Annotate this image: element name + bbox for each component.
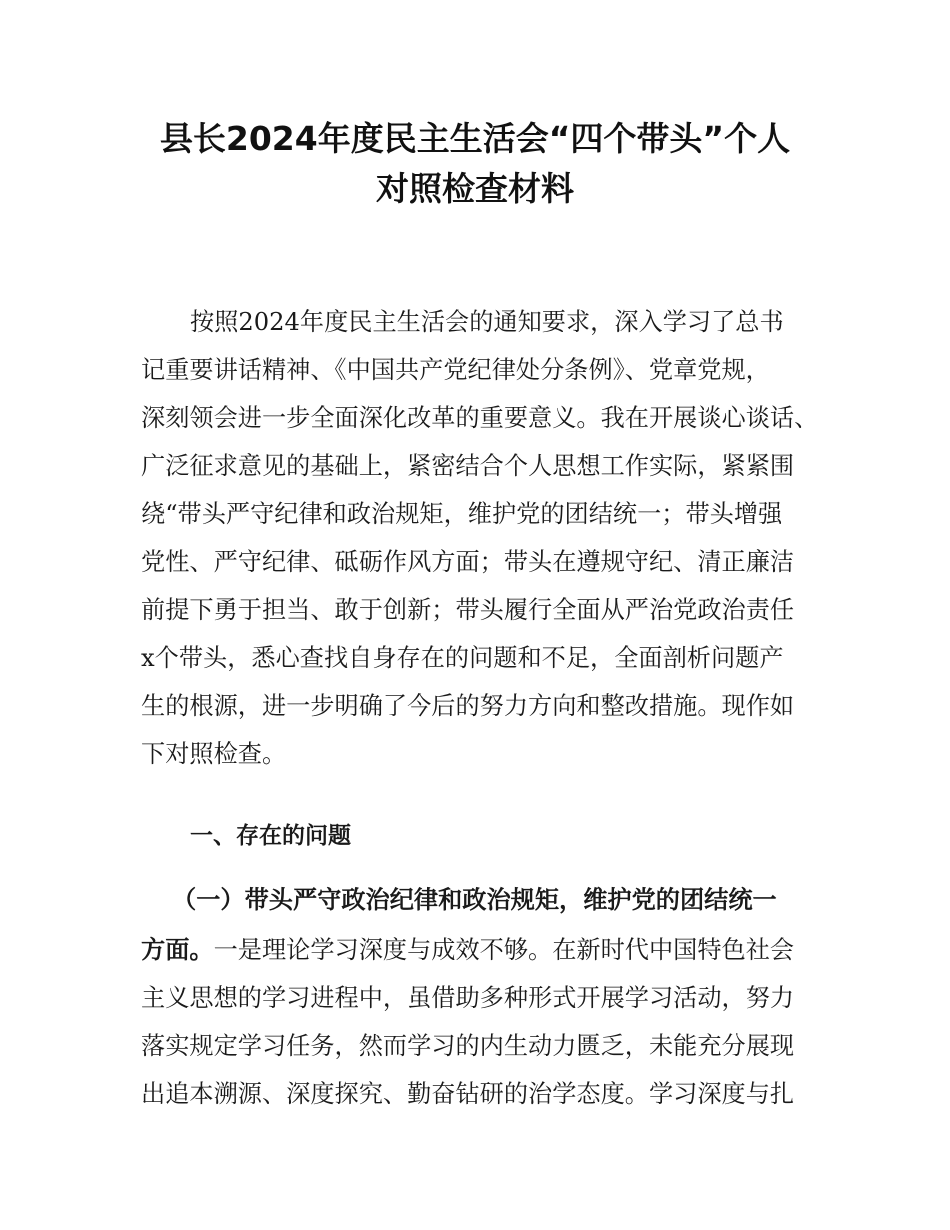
document-title-line2: 对照检查材料 bbox=[376, 169, 574, 208]
subsection1-text-start: 一是理论学习深度与成效不够。在新时代中国特色社会 bbox=[213, 936, 795, 964]
subsection1-line-5: 出追本溯源、深度探究、勤奋钻研的治学态度。学习深度与扎 bbox=[141, 1080, 795, 1108]
subsection1-heading-end: 方面。 bbox=[141, 936, 214, 964]
intro-paragraph-line-3: 深刻领会进一步全面深化改革的重要意义。我在开展谈心谈话、 bbox=[141, 404, 819, 432]
subsection1-line-4: 落实规定学习任务，然而学习的内生动力匮乏，未能充分展现 bbox=[141, 1032, 795, 1060]
subsection1-line-2 bbox=[141, 930, 794, 970]
intro-paragraph-line-6: 党性、严守纪律、砥砺作风方面；带头在遵规守纪、清正廉洁 bbox=[141, 548, 795, 576]
subsection1-line-3: 主义思想的学习进程中，虽借助多种形式开展学习活动，努力 bbox=[141, 984, 795, 1012]
intro-paragraph-line-8: x个带头，悉心查找自身存在的问题和不足，全面剖析问题产 bbox=[141, 644, 784, 672]
intro-paragraph-line-9: 生的根源，进一步明确了今后的努力方向和整改措施。现作如 bbox=[141, 692, 795, 720]
document-title-line1: 县长2024年度民主生活会“四个带头”个人 bbox=[159, 119, 791, 158]
intro-paragraph-line-4: 广泛征求意见的基础上，紧密结合个人思想工作实际，紧紧围 bbox=[141, 452, 795, 480]
intro-paragraph-line-1: 按照2024年度民主生活会的通知要求，深入学习了总书 bbox=[190, 308, 784, 336]
intro-paragraph-line-10: 下对照检查。 bbox=[141, 740, 287, 768]
intro-paragraph-line-5: 绕“带头严守纪律和政治规矩，维护党的团结统一；带头增强 bbox=[141, 500, 783, 528]
subsection-heading-1: （一）带头严守政治纪律和政治规矩，维护党的团结统一 bbox=[172, 886, 777, 914]
section-heading-problems: 一、存在的问题 bbox=[190, 823, 351, 849]
intro-paragraph-line-7: 前提下勇于担当、敢于创新；带头履行全面从严治党政治责任 bbox=[141, 596, 795, 624]
intro-paragraph-line-2: 记重要讲话精神、《中国共产党纪律处分条例》、党章党规， bbox=[141, 356, 770, 384]
